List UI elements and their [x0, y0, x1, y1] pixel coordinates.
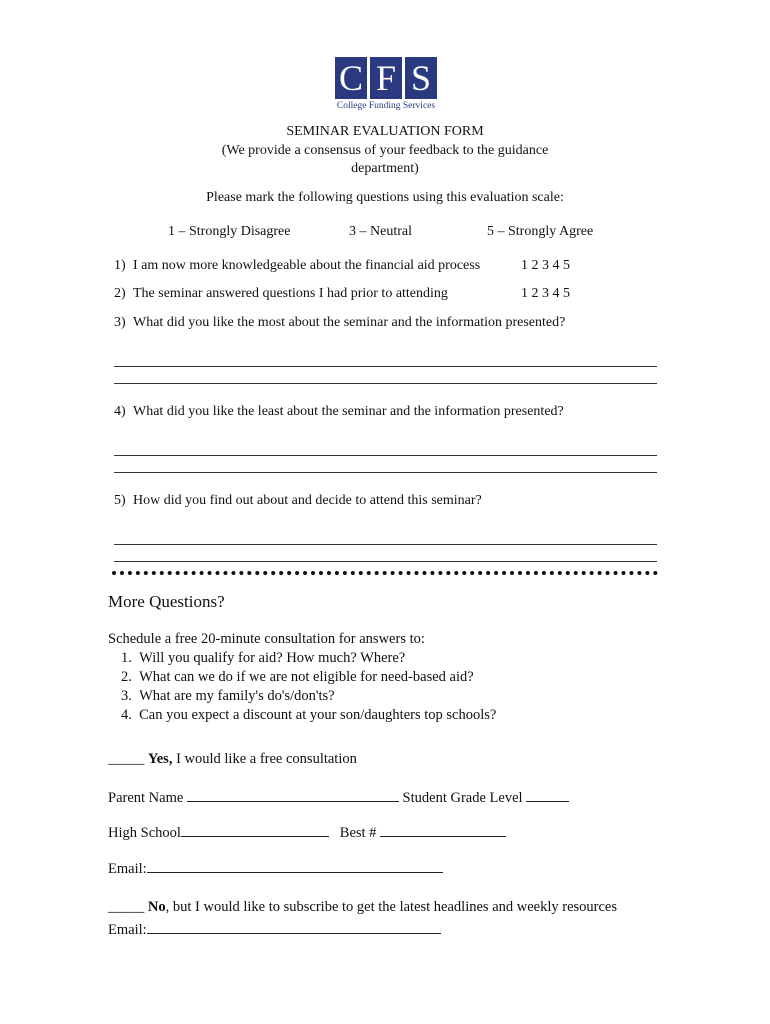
email-row	[108, 858, 443, 878]
high-school-label: High School	[108, 825, 181, 841]
question-5-text: How did you find out about and decide to attend this seminar?	[133, 493, 482, 508]
question-2-rating[interactable]: 1 2 3 4 5	[521, 286, 570, 301]
yes-text: I would like a free consultation	[176, 751, 357, 767]
cut-divider	[112, 571, 658, 575]
no-blank[interactable]: _____	[108, 899, 145, 915]
logo-subtitle: College Funding Services	[336, 101, 436, 111]
question-4-text: What did you like the least about the seminar and the information presented?	[133, 404, 564, 419]
question-2-text: The seminar answered questions I had prior to attending	[133, 286, 448, 301]
question-1-rating[interactable]: 1 2 3 4 5	[521, 258, 570, 273]
yes-blank[interactable]: _____	[108, 751, 145, 767]
high-school-row	[108, 822, 506, 842]
no-row	[108, 899, 617, 916]
consultation-intro: Schedule a free 20-minute consultation for answers to:	[108, 631, 425, 647]
list-item-4-text: Can you expect a discount at your son/daughters top schools?	[139, 707, 497, 723]
high-school-field[interactable]	[181, 822, 329, 837]
answer-line-4b[interactable]	[114, 472, 657, 473]
list-item-1-text: Will you qualify for aid? How much? Where?	[139, 650, 406, 666]
scale-disagree: 1 – Strongly Disagree	[168, 224, 291, 239]
best-number-field[interactable]	[380, 822, 506, 837]
form-title: SEMINAR EVALUATION FORM	[286, 124, 484, 139]
question-3-text: What did you like the most about the seminar and the information presented?	[133, 315, 566, 330]
question-1-text: I am now more knowledgeable about the financial aid process	[133, 258, 481, 273]
answer-line-5a[interactable]	[114, 544, 657, 545]
answer-line-5b[interactable]	[114, 561, 657, 562]
logo-letter-f: F	[370, 57, 402, 99]
parent-name-label: Parent Name	[108, 790, 184, 806]
logo-letter-c: C	[335, 57, 367, 99]
answer-line-3b[interactable]	[114, 383, 657, 384]
parent-name-field[interactable]	[187, 787, 399, 802]
form-subtitle-line1: (We provide a consensus of your feedback to the guidance	[221, 143, 549, 158]
list-item-1: 1. Will you qualify for aid? How much? Where?	[121, 650, 406, 666]
email2-row	[108, 919, 441, 939]
form-subtitle-line2: department)	[351, 161, 419, 176]
logo-letter-s: S	[405, 57, 437, 99]
question-2-number: 2)	[114, 286, 126, 301]
no-label: No	[147, 899, 166, 915]
question-5-number: 5)	[114, 493, 126, 508]
student-grade-field[interactable]	[526, 787, 569, 802]
list-item-3-text: What are my family's do's/don'ts?	[139, 688, 335, 704]
instructions: Please mark the following questions using this evaluation scale:	[206, 190, 564, 205]
email-label: Email:	[108, 861, 147, 877]
cfs-logo	[335, 57, 437, 113]
list-item-4: 4. Can you expect a discount at your son/daughters top schools?	[121, 707, 497, 723]
email-field[interactable]	[147, 858, 443, 873]
answer-line-3a[interactable]	[114, 366, 657, 367]
scale-agree: 5 – Strongly Agree	[487, 224, 594, 239]
best-number-label: Best #	[339, 825, 377, 841]
list-item-2-text: What can we do if we are not eligible for need-based aid?	[139, 669, 474, 685]
student-grade-label: Student Grade Level	[402, 790, 523, 806]
scale-neutral: 3 – Neutral	[349, 224, 412, 239]
question-4-number: 4)	[114, 404, 126, 419]
list-item-3: 3. What are my family's do's/don'ts?	[121, 688, 335, 704]
yes-label: Yes,	[147, 751, 173, 767]
list-item-2: 2. What can we do if we are not eligible for need-based aid?	[121, 669, 474, 685]
email2-label: Email:	[108, 922, 147, 938]
yes-row	[108, 751, 357, 768]
answer-line-4a[interactable]	[114, 455, 657, 456]
question-1-number: 1)	[114, 258, 126, 273]
more-questions-heading: More Questions?	[108, 592, 225, 611]
question-3-number: 3)	[114, 315, 126, 330]
parent-name-row	[108, 787, 569, 807]
email2-field[interactable]	[147, 919, 441, 934]
no-text: , but I would like to subscribe to get the latest headlines and weekly resources	[165, 899, 617, 915]
